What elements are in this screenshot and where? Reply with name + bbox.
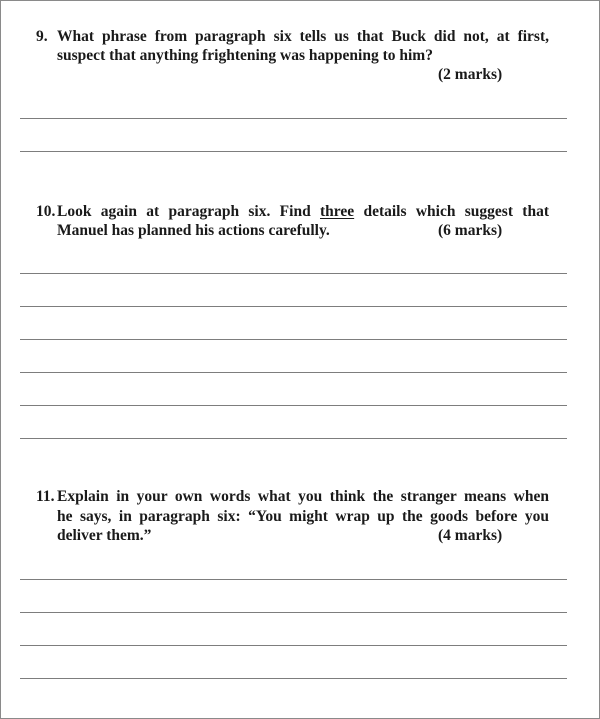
question-text-line (57, 203, 549, 221)
marks-label: (6 marks) (438, 222, 503, 239)
answer-line[interactable] (20, 118, 567, 119)
answer-line[interactable] (20, 151, 567, 152)
answer-line[interactable] (20, 438, 567, 439)
answer-line[interactable] (20, 612, 567, 613)
question-number: 9. (36, 28, 48, 45)
text-segment: details which suggest that (354, 203, 549, 220)
answer-line[interactable] (20, 579, 567, 580)
text-segment: Look again at paragraph six. Find (57, 203, 320, 220)
question-text-line: Explain in your own words what you think the stranger means when (57, 488, 549, 505)
answer-line[interactable] (20, 339, 567, 340)
question-text-line: Manuel has planned his actions carefully. (57, 222, 330, 239)
question-text-line: suspect that anything frightening was happening to him? (57, 47, 433, 64)
answer-line[interactable] (20, 372, 567, 373)
answer-line[interactable] (20, 306, 567, 307)
question-text-line: he says, in paragraph six: “You might wrap up the goods before you (57, 508, 549, 525)
marks-label: (4 marks) (438, 527, 503, 544)
answer-line[interactable] (20, 678, 567, 679)
marks-label: (2 marks) (438, 66, 503, 83)
emphasis-underlined: three (320, 203, 355, 220)
question-text-line: deliver them.” (57, 527, 152, 544)
answer-line[interactable] (20, 273, 567, 274)
question-text-line: What phrase from paragraph six tells us that Buck did not, at first, (57, 28, 549, 45)
answer-line[interactable] (20, 405, 567, 406)
question-number: 11. (36, 488, 55, 505)
question-number: 10. (36, 203, 56, 220)
answer-line[interactable] (20, 645, 567, 646)
